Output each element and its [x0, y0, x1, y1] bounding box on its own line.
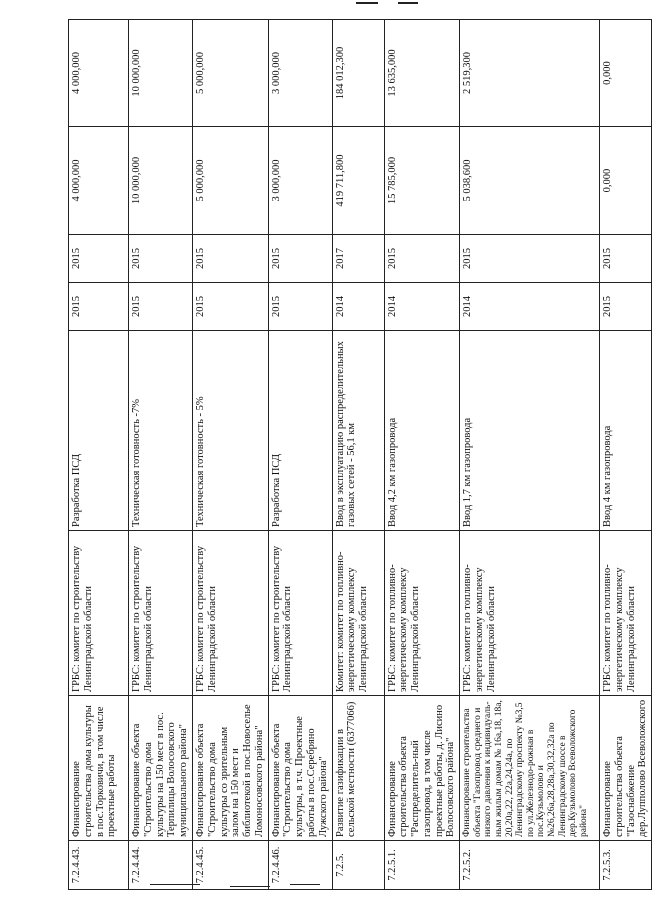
end-year: 2015: [600, 235, 652, 283]
scan-edge-mark: [398, 2, 418, 4]
year-amount: 5 000,000: [193, 20, 269, 127]
expected-result: Разработка ПСД: [268, 331, 332, 531]
start-year: 2014: [460, 283, 600, 331]
end-year: 2015: [268, 235, 332, 283]
year-amount: 184 012,300: [332, 20, 384, 127]
row-number: 7.2.5.1.: [384, 841, 460, 890]
responsible-body: ГРБС: комитет по строительству Ленинградской области: [193, 531, 269, 696]
year-amount: 10 000,000: [129, 20, 193, 127]
scan-footer-mark: [150, 884, 200, 885]
total-amount: 5 000,000: [193, 127, 269, 235]
end-year: 2015: [129, 235, 193, 283]
measure-name: Финансирование строительства объекта "Распределитель-ный газопровод, в том числе проектные работы, д. Лисино Волосовского района": [384, 696, 460, 841]
row-number: 7.2.5.3.: [600, 841, 652, 890]
measure-name: Финансирование объекта "Строительство дома культуры, в т.ч. Проектные работы в пос.Серебряно Лужского района": [268, 696, 332, 841]
start-year: 2015: [193, 283, 269, 331]
total-amount: 419 711,800: [332, 127, 384, 235]
measure-name: Финансирование строительства объекта "Газопровод среднего и низкого давления к индивидуаль-ным жилым домам № 16а,18, 18а, 20,20а,22, 22а,24,24а, по Ленинградскому проспекту №3,5 по ул.Железнодо-рожная в пос.Кузьмолово и №26,26а,28,28а,30,32,32а по Ленинградскому шоссе в дер.Кузьмолово Всеволожского района": [460, 696, 600, 841]
row-number: 7.2.4.46.: [268, 841, 332, 890]
start-year: 2014: [332, 283, 384, 331]
start-year: 2015: [69, 283, 129, 331]
end-year: 2015: [69, 235, 129, 283]
table-row: [129, 20, 193, 890]
row-number: 7.2.5.: [332, 841, 384, 890]
responsible-body: ГРБС: комитет по строительству Ленинградской области: [129, 531, 193, 696]
measure-name: Финансирование объекта "Строительство дома культуры на 150 мест в пос. Терпилицы Волосовского муниципального района": [129, 696, 193, 841]
responsible-body: ГРБС: комитет по топливно-энергетическому комплексу Ленинградской области: [600, 531, 652, 696]
responsible-body: ГРБС: комитет по строительству Ленинградской области: [69, 531, 129, 696]
table-row: [460, 20, 600, 890]
total-amount: 15 785,000: [384, 127, 460, 235]
row-number: 7.2.4.43.: [69, 841, 129, 890]
table-row: [600, 20, 652, 890]
table-row: [384, 20, 460, 890]
table-row: [332, 20, 384, 890]
expected-result: Ввод 4 км газопровода: [600, 331, 652, 531]
row-number: 7.2.4.44.: [129, 841, 193, 890]
row-number: 7.2.4.45.: [193, 841, 269, 890]
table-row: [268, 20, 332, 890]
responsible-body: ГРБС: комитет по топливно-энергетическому комплексу Ленинградской области: [460, 531, 600, 696]
responsible-body: ГРБС: комитет по топливно-энергетическому комплексу Ленинградской области: [384, 531, 460, 696]
start-year: 2014: [384, 283, 460, 331]
expected-result: Ввод 1,7 км газопровода: [460, 331, 600, 531]
expected-result: Ввод в эксплуатацию распределительных газовых сетей - 56,1 км: [332, 331, 384, 531]
measure-name: Финансирование строительства дома культуры в пос.Торковичи, в том числе проектные работы: [69, 696, 129, 841]
rotated-page: [68, 20, 649, 890]
table-body: [69, 20, 652, 890]
table-row: [193, 20, 269, 890]
responsible-body: Комитет: комитет по топливно-энергетическому комплексу Ленинградской области: [332, 531, 384, 696]
program-table: [68, 19, 652, 890]
total-amount: 3 000,000: [268, 127, 332, 235]
total-amount: 5 038,600: [460, 127, 600, 235]
year-amount: 13 635,000: [384, 20, 460, 127]
expected-result: Ввод 4,2 км газопровода: [384, 331, 460, 531]
scan-edge-mark: [356, 2, 378, 4]
total-amount: 4 000,000: [69, 127, 129, 235]
scan-footer-mark: [290, 884, 320, 885]
row-number: 7.2.5.2.: [460, 841, 600, 890]
measure-name: Развитие газификации в сельской местности (6377066): [332, 696, 384, 841]
scan-footer-mark: [230, 886, 270, 887]
table-row: [69, 20, 129, 890]
start-year: 2015: [600, 283, 652, 331]
end-year: 2015: [384, 235, 460, 283]
year-amount: 3 000,000: [268, 20, 332, 127]
end-year: 2017: [332, 235, 384, 283]
start-year: 2015: [268, 283, 332, 331]
year-amount: 4 000,000: [69, 20, 129, 127]
total-amount: 10 000,000: [129, 127, 193, 235]
measure-name: Финансирование объекта "Строительство дома культуры со зрительным залом на 150 мест и библиотекой в пос.Новоселье Ломоносовского района": [193, 696, 269, 841]
measure-name: Финансирование строительства объекта "Газоснабжение дер.Лупполово Всеволожского: [600, 696, 652, 841]
responsible-body: ГРБС: комитет по строительству Ленинградской области: [268, 531, 332, 696]
end-year: 2015: [460, 235, 600, 283]
start-year: 2015: [129, 283, 193, 331]
year-amount: 0,000: [600, 20, 652, 127]
total-amount: 0,000: [600, 127, 652, 235]
year-amount: 2 519,300: [460, 20, 600, 127]
expected-result: Техническая готовность - 5%: [193, 331, 269, 531]
expected-result: Разработка ПСД: [69, 331, 129, 531]
end-year: 2015: [193, 235, 269, 283]
expected-result: Техническая готовность -7%: [129, 331, 193, 531]
